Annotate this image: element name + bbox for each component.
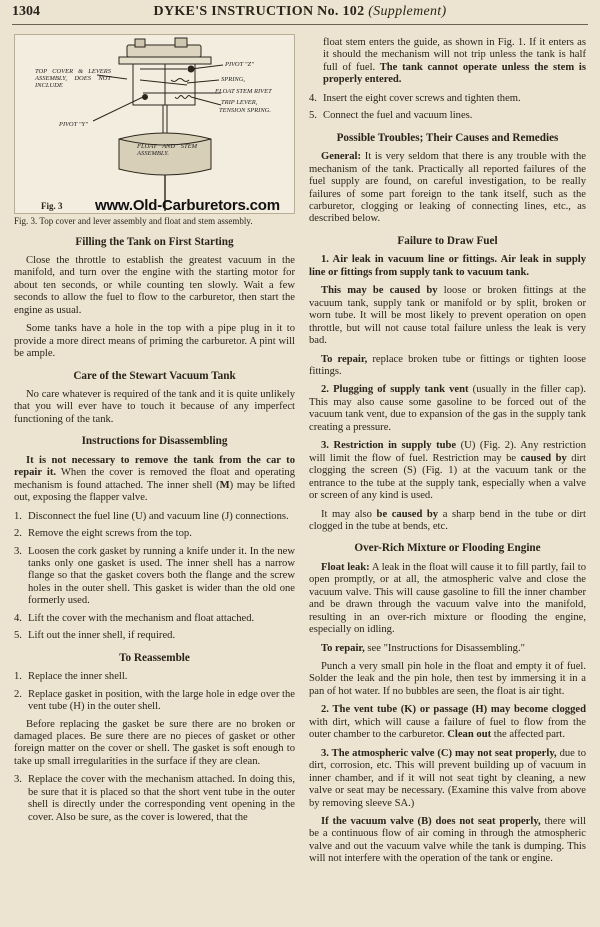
disassembling-steps bbox=[14, 511, 295, 643]
also-bold: be caused by bbox=[376, 508, 439, 520]
step-number: 3. bbox=[14, 774, 22, 786]
reassemble-before-paragraph: Before replacing the gasket be sure there are no broken or damaged places. Be sure there are no pieces of gasket or other foreign matter on the cover or shell. The gasket is soft enough to take up small irregularities in the surface if they are clean. bbox=[14, 718, 295, 767]
label-pivot-z: PIVOT "Z" bbox=[225, 61, 254, 68]
reassemble-steps bbox=[14, 671, 295, 713]
failure-1-bold: 1. Air leak in vacuum line or fittings. Air leak in supply line or fittings from supply tank to vacuum tank. bbox=[309, 254, 586, 278]
filling-paragraph-2: Some tanks have a hole in the top with a pipe plug in it to provide a more direct means of priming the carburetor. A pint will be ample. bbox=[14, 323, 295, 360]
failure-3-also bbox=[309, 509, 586, 534]
vent-clean: Clean out bbox=[444, 729, 492, 741]
vent-text: with dirt, which will cause a failure of fuel to flow from the outer chamber to the carburetor. bbox=[309, 716, 586, 741]
repair-text: replace broken tube or fittings or tighten loose fittings. bbox=[309, 353, 586, 377]
label-spring: SPRING, bbox=[221, 76, 246, 83]
step-number: 5. bbox=[14, 630, 22, 642]
heading-failure: Failure to Draw Fuel bbox=[397, 234, 498, 247]
also-text-a: It may also bbox=[321, 508, 377, 520]
continued-text: float stem enters the guide, as shown in Fig. 1. If it enters as it should the mechanism will not trip unless the tank is half full of fuel. bbox=[323, 37, 586, 73]
repair-2-lead: To repair, bbox=[321, 642, 365, 654]
step-text: Remove the eight screws from the top. bbox=[28, 528, 192, 540]
failure-item-3 bbox=[309, 440, 586, 502]
reassemble-step-3 bbox=[14, 774, 295, 824]
heading-overrich: Over-Rich Mixture or Flooding Engine bbox=[354, 542, 541, 555]
step-text: Insert the eight cover screws and tighten them. bbox=[323, 92, 521, 104]
disassembling-ref-m: M bbox=[219, 479, 230, 491]
float-leak-paragraph bbox=[309, 562, 586, 637]
step-number: 4. bbox=[309, 92, 317, 104]
failure-3-text-b: dirt clogging the screen (S) (Fig. 1) at the vacuum tank or the entrance to the tube at the supply tank, especially when a valve or screen of any kind is used. bbox=[309, 452, 586, 502]
step-number: 2. bbox=[14, 688, 22, 700]
heading-disassembling: Instructions for Disassembling bbox=[81, 435, 228, 448]
failure-3-text-a: (U) (Fig. 2). Any restriction will limit the flow of fuel. Restriction may be bbox=[309, 440, 586, 464]
care-paragraph: No care whatever is required of the tank and it is quite unlikely that you will ever have to touch it because of any imperfect functioning of the tank. bbox=[14, 389, 295, 425]
page-number: 1304 bbox=[12, 4, 40, 19]
failure-2-lead: 2. Plugging of supply tank vent bbox=[321, 384, 469, 396]
vent-tube-paragraph bbox=[309, 704, 586, 741]
vac-text: there will be a continuous flow of air coming in through the atmospheric valve and out the vacuum valve while the tank is dumping. This will not interfere with the operation of the tank or engine. bbox=[309, 816, 587, 865]
also-text-b: a sharp bend in the tube or dirt clogged in the tube at bends, etc. bbox=[309, 508, 586, 532]
failure-3-lead: 3. Restriction in supply tube bbox=[321, 440, 457, 452]
repair-2-paragraph bbox=[309, 643, 586, 655]
cause-lead: This may be caused by bbox=[321, 285, 438, 297]
watermark: www.Old-Carburetors.com bbox=[95, 197, 280, 214]
disassembling-text-a: When the cover is removed the float and operating mechanism is found attached. The inner shell ( bbox=[14, 467, 295, 491]
running-title-text: DYKE'S INSTRUCTION No. 102 bbox=[153, 4, 365, 19]
step-number: 3. bbox=[14, 545, 22, 557]
float-text: A leak in the float will cause it to fill partly, fail to open promptly, or at all, the atmospheric valve and close the vacuum valve. This will cause gasoline to fill the inner chamber and be drawn through the vacuum valve into the manifold, resulting in an over-rich mixture or flooding the engine, especially on idling. bbox=[309, 561, 587, 636]
step-number: 4. bbox=[14, 612, 22, 624]
figure-number: Fig. 3 bbox=[41, 201, 63, 211]
reassemble-steps-continued bbox=[309, 93, 586, 123]
label-tension-spring: TENSION SPRING. bbox=[219, 107, 271, 114]
vac-lead: If the vacuum valve (B) does not seat properly, bbox=[321, 816, 541, 828]
filling-paragraph-1: Close the throttle to establish the greatest vacuum in the manifold, and turn over the engine with the starting motor for about ten seconds, or while counting ten slowly. Wait a few seconds to allow the fuel to flow to the carburetor, then start the engine as usual. bbox=[14, 254, 295, 316]
heading-care: Care of the Stewart Vacuum Tank bbox=[73, 369, 236, 382]
list-item bbox=[309, 93, 586, 105]
step-number: 1. bbox=[14, 510, 22, 522]
float-lead: Float leak: bbox=[321, 561, 370, 573]
cause-text: loose or broken fittings at the vacuum tank, supply tank or manifold or by split, broken or worn tube. It will be most likely to prevent operation on open throttle, but will not cause total failure unless the leak is very bad. bbox=[309, 285, 586, 347]
step-text: Lift the cover with the mechanism and float attached. bbox=[28, 612, 255, 624]
label-float-stem-assembly: FLOAT AND STEM ASSEMBLY. bbox=[137, 143, 197, 157]
atm-lead: 3. The atmospheric valve (C) may not seat properly, bbox=[321, 747, 557, 759]
step-text: Disconnect the fuel line (U) and vacuum line (J) connections. bbox=[28, 510, 289, 522]
heading-reassemble: To Reassemble bbox=[119, 651, 190, 664]
atmospheric-valve-paragraph bbox=[309, 748, 586, 810]
heading-troubles: Possible Troubles; Their Causes and Remedies bbox=[336, 131, 559, 144]
step-text: Replace the inner shell. bbox=[28, 671, 128, 683]
disassembling-bold: It is not necessary to remove the tank from the car to repair it. bbox=[14, 454, 295, 479]
repair-2-text: see "Instructions for Disassembling." bbox=[364, 642, 525, 654]
running-title-supplement: (Supplement) bbox=[368, 4, 447, 19]
failure-item-2 bbox=[309, 384, 586, 434]
list-item bbox=[14, 774, 295, 824]
punch-paragraph: Punch a very small pin hole in the float and empty it of fuel. Solder the leak and the pin hole, then test by immersing it in a pan of hot water. If no bubbles are seen, the float is air tight. bbox=[309, 661, 586, 697]
page-header bbox=[12, 4, 588, 25]
vacuum-valve-paragraph bbox=[309, 816, 586, 866]
continued-bold: The tank cannot operate unless the stem is properly entered. bbox=[323, 61, 586, 86]
atm-text: due to dirt, corrosion, etc. This will prevent building up of vacuum in inner chamber, and if it will not seat tight by cleaning, a new valve or seat may be necessary. (Examine this valve from above by removing sleeve SA.) bbox=[309, 747, 587, 809]
reassemble-continued bbox=[309, 37, 586, 87]
running-title bbox=[12, 4, 588, 20]
vent-end: the affected part. bbox=[491, 729, 566, 741]
failure-2-text: (usually in the filler cap). This may also cause some gasoline to be forced out of the vacuum tank vent, due to expansion of the gas in the supply tank creating a pressure. bbox=[309, 384, 586, 433]
disassembling-text-b: ) may be lifted out, exposing the flapper valve. bbox=[14, 479, 295, 504]
failure-1-cause bbox=[309, 285, 586, 347]
step-text: Lift out the inner shell, if required. bbox=[28, 630, 176, 642]
general-lead: General: bbox=[321, 151, 362, 163]
label-pivot-y: PIVOT "Y" bbox=[59, 121, 88, 128]
repair-lead: To repair, bbox=[321, 353, 368, 365]
failure-1-repair bbox=[309, 354, 586, 379]
step-number: 1. bbox=[14, 671, 22, 683]
figure-caption: Fig. 3. Top cover and lever assembly and float and stem assembly. bbox=[14, 216, 253, 226]
vent-lead: 2. The vent tube (K) or passage (H) may become clogged bbox=[321, 704, 586, 716]
step-number: 2. bbox=[14, 528, 22, 540]
step-text: Replace the cover with the mechanism attached. In doing this, be sure that it is placed so that the short vent tube in the outer shell is directly under the corresponding vent opening in the cover. Also be sure, as the cover is lowered, that the bbox=[28, 774, 295, 823]
label-top-cover: TOP COVER & LEVERS ASSEMBLY, DOES NOT INCLUDE bbox=[35, 68, 111, 89]
failure-3-caused: caused by bbox=[520, 452, 567, 464]
list-item bbox=[14, 671, 295, 683]
label-float-stem-rivet: FLOAT STEM RIVET bbox=[215, 88, 272, 95]
list-item bbox=[14, 630, 295, 642]
step-text: Replace gasket in position, with the large hole in edge over the vent tube (H) in the outer shell. bbox=[28, 688, 295, 713]
step-number: 5. bbox=[309, 110, 317, 122]
list-item bbox=[14, 546, 295, 608]
right-column bbox=[309, 37, 586, 872]
step-text: Connect the fuel and vacuum lines. bbox=[323, 110, 473, 122]
general-text: It is very seldom that there is any trouble with the mechanism of the tank. Practically all reported failures of the fuel supply are found, on careful investigation, to be really failures of some part foreign to the tank itself, such as the carburetor, clogging or leaking of connecting lines, etc., as described below. bbox=[309, 151, 586, 225]
list-item bbox=[309, 110, 586, 122]
heading-filling: Filling the Tank on First Starting bbox=[75, 235, 234, 248]
left-column bbox=[14, 34, 295, 829]
disassembling-intro bbox=[14, 455, 295, 505]
general-paragraph bbox=[309, 151, 586, 226]
label-trip-lever: TRIP LEVER, bbox=[221, 99, 258, 106]
step-text: Loosen the cork gasket by running a knife under it. In the new tanks only one gasket is used. The inner shell has a narrow flange so that the gasket covers both the flange and the screw holes in the outer shell. This gasket is wider than the old one formerly used. bbox=[28, 545, 295, 607]
list-item bbox=[14, 528, 295, 540]
failure-item-1 bbox=[309, 254, 586, 279]
figure-3 bbox=[14, 34, 295, 214]
list-item bbox=[14, 511, 295, 523]
list-item bbox=[14, 689, 295, 714]
list-item bbox=[14, 613, 295, 625]
